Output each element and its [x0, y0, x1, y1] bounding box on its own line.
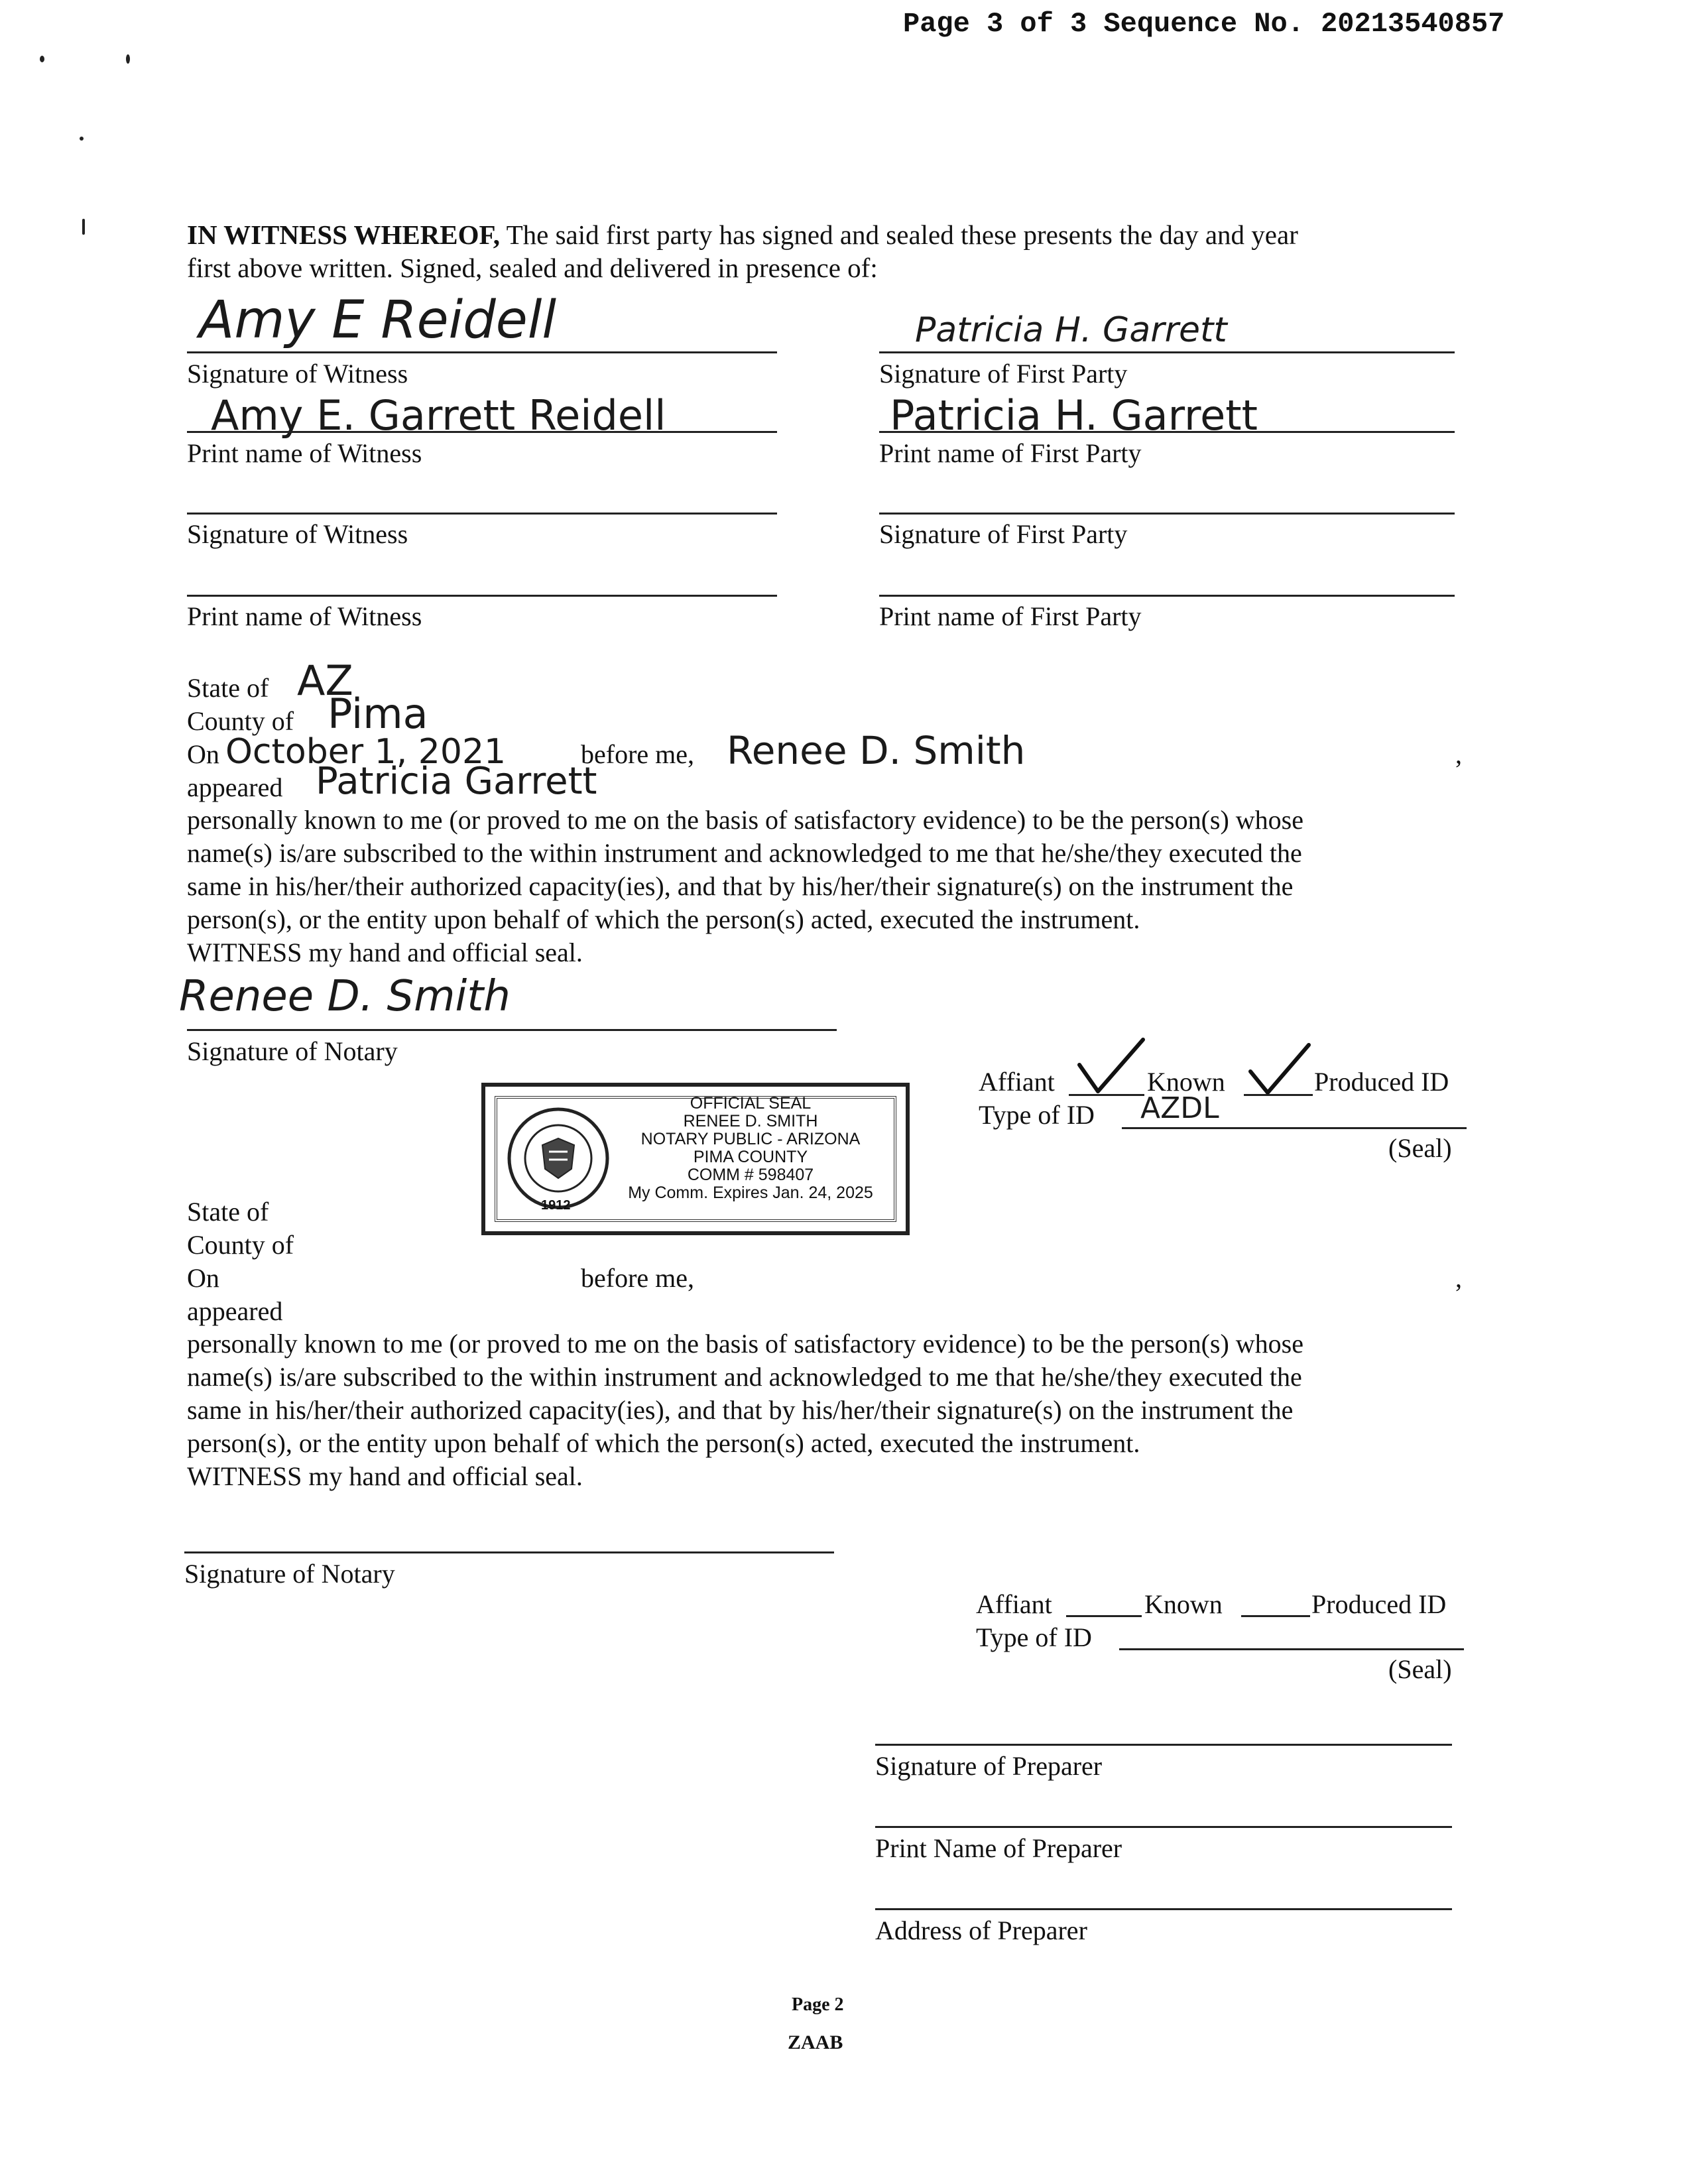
notary2-para-line: name(s) is/are subscribed to the within instrument and acknowledged to me that he/she/they executed the — [187, 1362, 1302, 1392]
notary1-state-handwritten: AZ — [297, 656, 353, 705]
notary2-acknowledgement-text — [187, 1327, 1480, 1493]
witness-signature-label: Signature of Witness — [187, 359, 408, 389]
sequence-header: Page 3 of 3 Sequence No. 20213540857 — [903, 8, 1505, 40]
party2-signature-line — [879, 513, 1455, 515]
party-signature-label: Signature of First Party — [879, 359, 1128, 389]
witness-clause-line1 — [187, 219, 1298, 251]
notary2-seal-label: (Seal) — [1388, 1654, 1452, 1684]
witness-clause-line2: first above written. Signed, sealed and delivered in presence of: — [187, 253, 878, 283]
notary1-date-handwritten: October 1, 2021 — [225, 732, 507, 772]
notary2-type-blank — [1119, 1648, 1464, 1650]
party2-print-line — [879, 595, 1455, 597]
witness2-print-label: Print name of Witness — [187, 601, 422, 631]
preparer-address-label: Address of Preparer — [875, 1915, 1087, 1945]
notary2-state-label: State of — [187, 1197, 269, 1227]
seal-line: OFFICIAL SEAL — [690, 1094, 812, 1113]
witness2-signature-label: Signature of Witness — [187, 519, 408, 549]
scan-speck — [126, 54, 130, 64]
notary2-affiant-label: Affiant — [976, 1589, 1052, 1619]
notary1-appeared-label: appeared — [187, 772, 283, 802]
notary1-county-handwritten: Pima — [328, 690, 428, 738]
notary2-para-line: same in his/her/their authorized capacity(ies), and that by his/her/their signature(s) on the instrument the — [187, 1395, 1294, 1425]
arizona-state-seal-icon — [505, 1105, 611, 1211]
notary1-para-line: WITNESS my hand and official seal. — [187, 938, 583, 967]
known-checkmark-icon — [1246, 1041, 1313, 1097]
notary1-signature-handwritten: Renee D. Smith — [179, 972, 511, 1021]
notary2-affiant-blank — [1066, 1615, 1142, 1617]
preparer-signature-line — [875, 1744, 1452, 1746]
witness-signature-handwritten: Amy E Reidell — [199, 290, 557, 350]
preparer-signature-label: Signature of Preparer — [875, 1751, 1103, 1781]
notary1-type-handwritten: AZDL — [1140, 1091, 1219, 1125]
scan-speck — [82, 219, 85, 235]
notary1-on-label: On — [187, 739, 219, 769]
notary2-signature-line — [184, 1551, 834, 1553]
notary1-known-label: Known — [1147, 1067, 1225, 1097]
party2-print-label: Print name of First Party — [879, 601, 1142, 631]
affiant-checkmark-icon — [1074, 1036, 1147, 1095]
seal-year: 1912 — [541, 1198, 571, 1213]
official-notary-seal-stamp — [481, 1083, 910, 1235]
witness-print-line — [187, 431, 777, 433]
notary2-type-label: Type of ID — [976, 1622, 1092, 1652]
notary2-before-label: before me, — [581, 1263, 695, 1293]
notary2-appeared-label: appeared — [187, 1296, 283, 1326]
notary1-para-line: person(s), or the entity upon behalf of which the person(s) acted, executed the instrument. — [187, 904, 1140, 934]
notary1-before-label: before me, — [581, 739, 695, 769]
notary2-comma: , — [1455, 1263, 1462, 1293]
witness-clause-text: The said first party has signed and sealed these presents the day and year — [500, 219, 1298, 250]
preparer-print-line — [875, 1826, 1452, 1828]
notary2-produced-label: Produced ID — [1311, 1589, 1447, 1619]
notary2-county-label: County of — [187, 1230, 294, 1260]
witness-signature-line — [187, 351, 777, 353]
notary1-produced-label: Produced ID — [1314, 1067, 1449, 1097]
witness-print-handwritten: Amy E. Garrett Reidell — [211, 391, 666, 440]
notary1-para-line: personally known to me (or proved to me on the basis of satisfactory evidence) to be the person(s) whose — [187, 805, 1303, 835]
witness2-print-line — [187, 595, 777, 597]
seal-line: NOTARY PUBLIC - ARIZONA — [640, 1130, 861, 1148]
notary2-para-line: personally known to me (or proved to me on the basis of satisfactory evidence) to be the person(s) whose — [187, 1329, 1303, 1359]
notary1-para-line: name(s) is/are subscribed to the within instrument and acknowledged to me that he/she/they executed the — [187, 838, 1302, 868]
notary1-signature-label: Signature of Notary — [187, 1036, 398, 1066]
preparer-address-line — [875, 1908, 1452, 1910]
notary1-state-label: State of — [187, 673, 269, 703]
seal-line: PIMA COUNTY — [693, 1148, 808, 1166]
notary1-acknowledgement-text — [187, 804, 1480, 969]
party-print-line — [879, 431, 1455, 433]
notary2-signature-label: Signature of Notary — [184, 1559, 395, 1589]
witness-clause-lead: IN WITNESS WHEREOF, — [187, 219, 501, 250]
scan-speck — [80, 137, 84, 141]
party-signature-handwritten: Patricia H. Garrett — [915, 310, 1227, 350]
notary1-type-blank — [1122, 1127, 1467, 1129]
scan-speck — [40, 56, 44, 62]
notary1-signature-line — [187, 1029, 837, 1031]
seal-line: My Comm. Expires Jan. 24, 2025 — [628, 1183, 873, 1202]
seal-line: RENEE D. SMITH — [683, 1112, 818, 1130]
notary2-known-blank — [1241, 1615, 1310, 1617]
notary2-on-label: On — [187, 1263, 219, 1293]
party2-signature-label: Signature of First Party — [879, 519, 1128, 549]
notary2-known-label: Known — [1144, 1589, 1223, 1619]
footer-form-code: ZAAB — [788, 2032, 843, 2053]
notary1-type-label: Type of ID — [979, 1100, 1095, 1130]
seal-text-block — [611, 1095, 890, 1202]
footer-page-number: Page 2 — [792, 1994, 844, 2015]
notary1-seal-label: (Seal) — [1388, 1133, 1452, 1163]
party-print-label: Print name of First Party — [879, 438, 1142, 468]
party-print-handwritten: Patricia H. Garrett — [890, 391, 1258, 440]
notary1-county-label: County of — [187, 706, 294, 736]
witness-print-label: Print name of Witness — [187, 438, 422, 468]
notary2-para-line: person(s), or the entity upon behalf of which the person(s) acted, executed the instrument. — [187, 1428, 1140, 1458]
notary1-affiant-label: Affiant — [979, 1067, 1055, 1097]
party-signature-line — [879, 351, 1455, 353]
notary1-comma: , — [1455, 739, 1462, 769]
notary1-notary-name-handwritten: Renee D. Smith — [727, 728, 1026, 773]
notary1-para-line: same in his/her/their authorized capacity(ies), and that by his/her/their signature(s) on the instrument the — [187, 871, 1294, 901]
witness2-signature-line — [187, 513, 777, 515]
seal-line: COMM # 598407 — [687, 1166, 814, 1184]
preparer-print-label: Print Name of Preparer — [875, 1833, 1122, 1863]
notary2-para-line: WITNESS my hand and official seal. — [187, 1461, 583, 1491]
notary1-appeared-handwritten: Patricia Garrett — [316, 760, 597, 803]
